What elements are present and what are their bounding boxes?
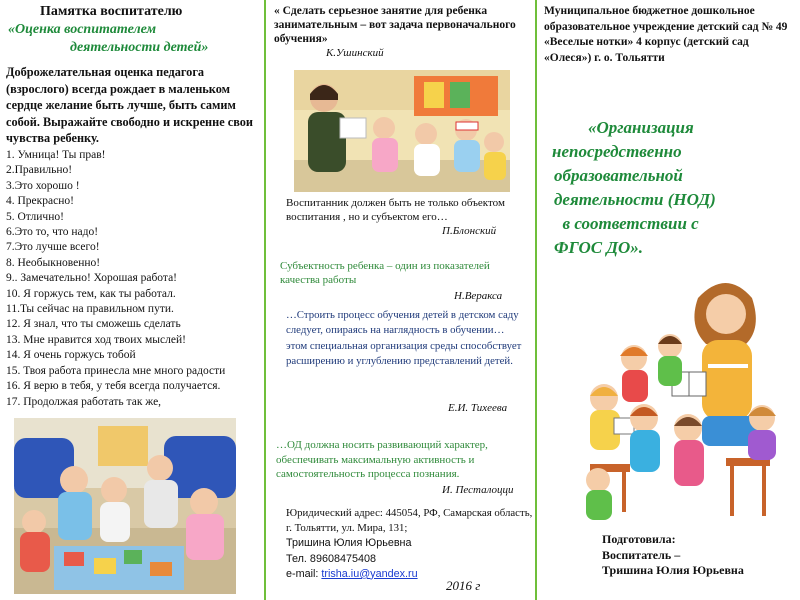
main-title-line: «Организация [588, 118, 694, 137]
quote-author: К.Ушинский [326, 47, 384, 59]
quote-blonsky: Воспитанник должен быть не только объектом воспитания , но и субъектом его… [286, 197, 505, 223]
contact-block [286, 506, 536, 582]
memo-title: Памятка воспитателю [40, 4, 183, 19]
email-link[interactable]: trisha.iu@yandex.ru [321, 567, 418, 580]
memo-subtitle-line2: деятельности детей» [70, 40, 209, 55]
prepared-label: Подготовила: [602, 532, 676, 546]
list-item: 1. Умница! Ты прав! [6, 149, 106, 161]
address: Юридический адрес: 445054, РФ, Самарская область, г. Тольятти, ул. Мира, 131; [286, 507, 533, 535]
list-item: 4. Прекрасно! [6, 195, 74, 208]
list-item: 2.Правильно! [6, 164, 73, 177]
quotes-column [264, 0, 537, 600]
main-title [544, 116, 744, 260]
organization-name: Муниципальное бюджетное дошкольное образовательное учреждение детский сад № 49 «Веселые нотки» 4 корпус (детский сад «Олеся») г. о. Тольятти [544, 5, 788, 64]
main-title-line: образовательной [554, 166, 683, 185]
list-item: 7.Это лучше всего! [6, 241, 100, 254]
main-title-line: деятельности (НОД) [554, 190, 716, 209]
email-line [286, 567, 536, 582]
teacher-children-illustration [576, 268, 798, 526]
list-item: 6.Это то, что надо! [6, 226, 99, 239]
list-item: 14. Я очень горжусь тобой [6, 349, 136, 362]
list-item: 17. Продолжая работать так же, [6, 395, 162, 408]
list-item: 12. Я знал, что ты сможешь сделать [6, 318, 181, 331]
prepared-by [602, 532, 744, 579]
quote-ushinsky: « Сделать серьезное занятие для ребенка занимательным – вот задача первоначального обучения» [274, 5, 516, 45]
phone: Тел. 89608475408 [286, 552, 376, 565]
memo-subtitle-line1: «Оценка воспитателем [8, 22, 157, 37]
quote-author: И. Песталоцци [442, 484, 514, 496]
list-item: 8. Необыкновенно! [6, 256, 101, 269]
quote-author: Е.И. Тихеева [448, 402, 508, 414]
list-item: 11.Ты сейчас на правильном пути. [6, 303, 174, 316]
quote-tikheeva: …Строить процесс обучения детей в детском саду следует, опираясь на наглядность в обучении… этом специальная организация среды способствует расширению и углублению представлений детей. [286, 309, 522, 367]
quote-veraksa: Субъектность ребенка – один из показателей качества работы [280, 260, 490, 286]
prepared-role: Воспитатель – [602, 547, 681, 562]
list-item: 10. Я горжусь тем, как ты работал. [6, 287, 176, 300]
cover-column [538, 0, 800, 600]
list-item: 16. Я верю в тебя, у тебя всегда получается. [6, 380, 221, 393]
list-item: 9.. Замечательно! Хорошая работа! [6, 272, 178, 285]
praise-phrase-list [6, 148, 264, 410]
memo-intro: Доброжелательная оценка педагога (взрослого) всегда рождает в маленьком сердце желание быть лучше, быть самим собой. Выражайте свободно и искренне свои чувства ребенку. [6, 65, 253, 145]
main-title-line: непосредственно [552, 142, 682, 161]
year: 2016 г [446, 578, 481, 593]
list-item: 13. Мне нравится ход твоих мыслей! [6, 333, 186, 346]
contact-person: Тришина Юлия Юрьевна [286, 537, 412, 550]
quote-author: Н.Веракса [454, 290, 503, 302]
prepared-name: Тришина Юлия Юрьевна [602, 563, 744, 577]
list-item: 15. Твоя работа принесла мне много радости [6, 364, 226, 377]
teacher-reading-photo [294, 70, 510, 192]
memo-column [0, 0, 264, 600]
main-title-line: в соответствии с [554, 214, 699, 233]
list-item: 3.Это хорошо ! [6, 179, 80, 192]
quote-pestalozzi: …ОД должна носить развивающий характер, обеспечивать максимальную активность и самостоятельность процесса познания. [276, 439, 488, 480]
list-item: 5. Отлично! [6, 210, 64, 223]
children-puzzle-photo [14, 418, 236, 594]
main-title-line: ФГОС ДО». [554, 238, 644, 257]
quote-author: П.Блонский [442, 225, 497, 237]
email-label: e-mail: [286, 567, 322, 580]
